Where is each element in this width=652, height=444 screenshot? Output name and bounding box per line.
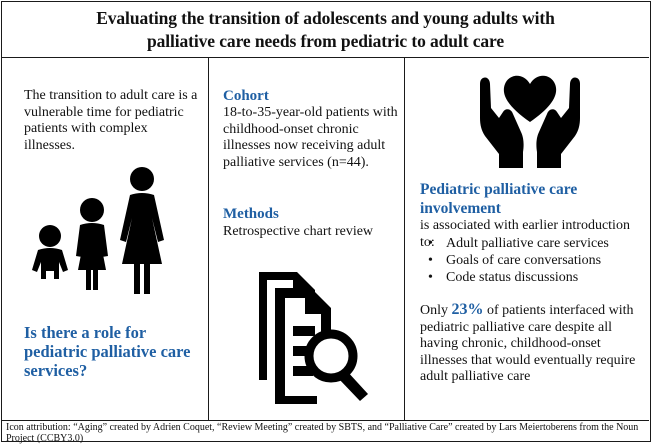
icon-attribution: Icon attribution: “Aging” created by Adrien Coquet, “Review Meeting” created by SBTS, and “Palliative Care” created by Lars Meiertoberens from the Noun Project (CCBY3.0) — [2, 420, 649, 442]
finding-text — [420, 302, 646, 386]
cohort-text: 18-to-35-year-old patients with childhood-onset chronic illnesses now receiving adult palliative services (n=44). — [223, 105, 398, 170]
review-document-icon — [237, 270, 377, 405]
role-question: Is there a role for pediatric palliative care services? — [24, 323, 191, 380]
list-item: • Code status discussions — [428, 269, 648, 286]
column-results — [405, 58, 649, 420]
aging-family-icon — [24, 166, 184, 296]
methods-text: Retrospective chart review — [223, 224, 374, 239]
title-box — [2, 2, 649, 58]
finding-prefix: Only — [420, 303, 448, 318]
results-heading: Pediatric palliative care involvement — [420, 181, 578, 217]
infographic-frame — [1, 1, 651, 442]
outcomes-list — [428, 235, 648, 286]
title-line-2: palliative care needs from pediatric to adult care — [146, 30, 505, 51]
palliative-care-hands-heart-icon — [477, 66, 583, 170]
finding-suffix: of patients interfaced with pediatric palliative care despite all having chronic, childhood-onset illnesses that would eventually require adult palliative care — [420, 303, 636, 384]
percent-value: 23% — [451, 301, 484, 318]
methods-heading: Methods — [223, 206, 279, 222]
title-line-1: Evaluating the transition of adolescents and young adults with — [96, 7, 555, 28]
intro-text: The transition to adult care is a vulnerable time for pediatric patients with complex illnesses. — [24, 88, 198, 153]
association-text: is associated with earlier introduction to: — [420, 218, 630, 250]
column-background — [2, 58, 209, 420]
column-methods — [209, 58, 405, 420]
cohort-heading: Cohort — [223, 88, 269, 104]
list-item: • Goals of care conversations — [428, 252, 648, 269]
list-item: • Adult palliative care services — [428, 235, 648, 252]
